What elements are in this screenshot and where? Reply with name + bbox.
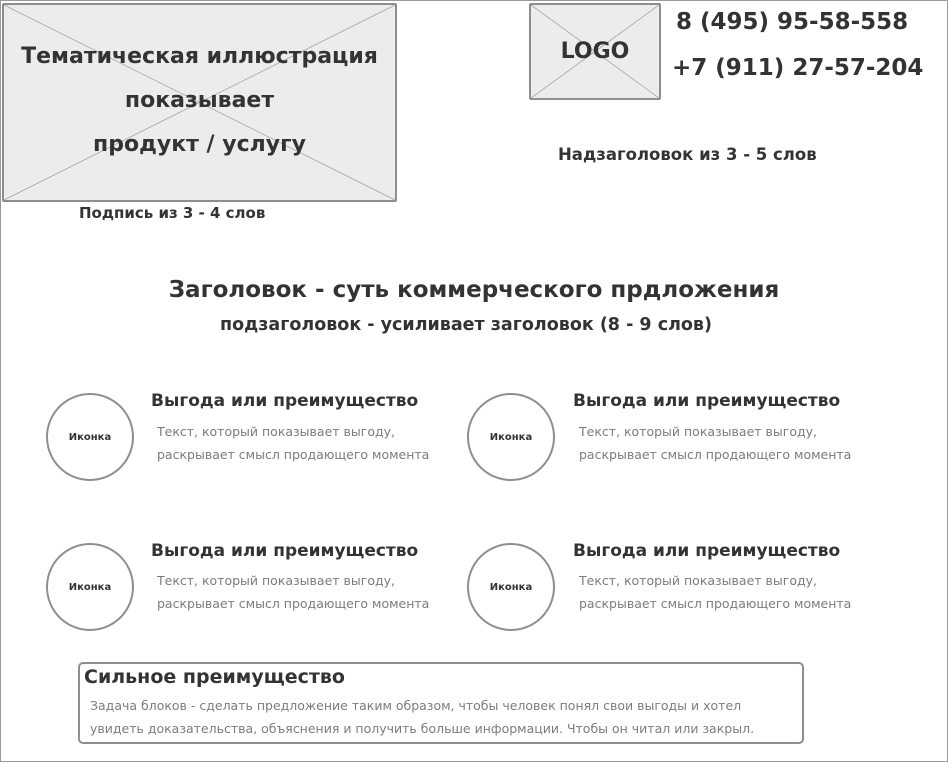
phone-primary[interactable]: 8 (495) 95-58-558 bbox=[676, 9, 909, 35]
supertitle: Надзаголовок из 3 - 5 слов bbox=[558, 145, 817, 164]
phone-secondary[interactable]: +7 (911) 27-57-204 bbox=[672, 55, 924, 81]
benefit-text: Текст, который показывает выгоду, раскрывает смысл продающего момента bbox=[579, 424, 852, 462]
benefit-icon-circle bbox=[467, 543, 555, 631]
headline-title: Заголовок - суть коммерческого прдложения bbox=[168, 277, 780, 303]
illustration-line: Тематическая иллюстрация bbox=[21, 44, 378, 69]
strong-advantage-box bbox=[78, 662, 804, 744]
benefit-icon-label: Иконка bbox=[489, 431, 533, 443]
illustration-line: продукт / услугу bbox=[93, 132, 306, 157]
benefit-icon-label: Иконка bbox=[68, 431, 112, 443]
illustration-text bbox=[4, 35, 395, 167]
benefit-text: Текст, который показывает выгоду, раскрывает смысл продающего момента bbox=[157, 424, 430, 462]
benefit-icon-circle bbox=[46, 393, 134, 481]
strong-advantage-text: Задача блоков - сделать предложение таким образом, чтобы человек понял свои выгоды и хотел увидеть доказательства, объяснения и получить больше информации. Чтобы он читал или закрыл. bbox=[90, 698, 755, 736]
benefit-icon-label: Иконка bbox=[68, 581, 112, 593]
benefit-icon-circle bbox=[46, 543, 134, 631]
logo-label: LOGO bbox=[560, 39, 630, 64]
illustration-placeholder bbox=[2, 3, 397, 202]
benefit-title: Выгода или преимущество bbox=[151, 541, 419, 561]
benefit-title: Выгода или преимущество bbox=[573, 391, 841, 411]
logo-placeholder[interactable] bbox=[529, 3, 661, 100]
strong-advantage-title: Сильное преимущество bbox=[84, 666, 345, 688]
benefit-text: Текст, который показывает выгоду, раскрывает смысл продающего момента bbox=[579, 573, 852, 611]
illustration-line: показывает bbox=[124, 88, 275, 113]
benefit-text: Текст, который показывает выгоду, раскрывает смысл продающего момента bbox=[157, 573, 430, 611]
benefit-title: Выгода или преимущество bbox=[573, 541, 841, 561]
benefit-title: Выгода или преимущество bbox=[151, 391, 419, 411]
benefit-icon-circle bbox=[467, 393, 555, 481]
headline-subtitle: подзаголовок - усиливает заголовок (8 - 9 слов) bbox=[220, 315, 712, 335]
benefit-icon-label: Иконка bbox=[489, 581, 533, 593]
illustration-caption: Подпись из 3 - 4 слов bbox=[79, 204, 266, 222]
